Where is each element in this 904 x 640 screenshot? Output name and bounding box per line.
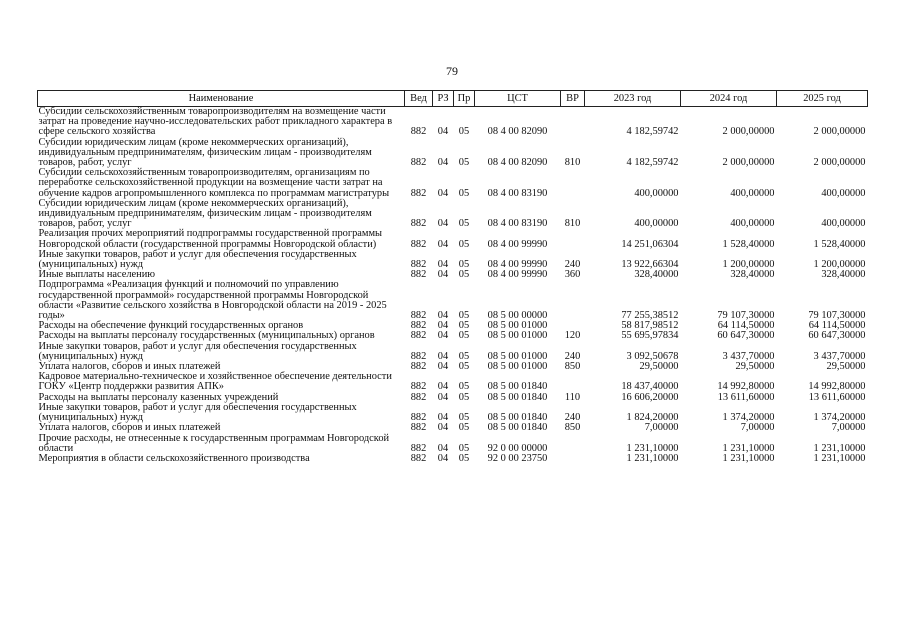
row-cst: 08 4 00 82090 xyxy=(487,157,548,169)
row-pr: 05 xyxy=(458,238,470,250)
row-2023: 1 231,10000 xyxy=(626,452,679,464)
row-2023: 58 817,98512 xyxy=(621,320,679,332)
table-row xyxy=(38,168,868,199)
row-rz: 04 xyxy=(437,269,449,281)
row-vr: 240 xyxy=(564,350,581,362)
row-2025: 64 114,50000 xyxy=(808,320,866,332)
row-cst: 08 5 00 01000 xyxy=(487,330,548,342)
table-header xyxy=(38,91,868,107)
row-ved: 882 xyxy=(410,350,427,362)
row-name: Уплата налогов, сборов и иных платежей xyxy=(38,422,221,434)
table-row xyxy=(38,434,868,454)
row-pr: 05 xyxy=(458,259,470,271)
row-2025: 400,00000 xyxy=(821,187,866,199)
row-rz: 04 xyxy=(437,238,449,250)
row-2023: 3 092,50678 xyxy=(626,350,679,362)
row-pr: 05 xyxy=(458,391,470,403)
row-2024: 1 528,40000 xyxy=(722,238,775,250)
row-name: Реализация прочих мероприятий подпрограммы государственной программы Новгородской области (государственной программы Новгородской области) xyxy=(38,228,383,250)
table-row xyxy=(38,138,868,169)
row-2023: 7,00000 xyxy=(644,422,679,434)
table-body xyxy=(38,107,868,465)
row-2025: 1 374,20000 xyxy=(813,412,866,424)
row-rz: 04 xyxy=(437,259,449,271)
row-2023: 55 695,97834 xyxy=(621,330,679,342)
row-vr xyxy=(561,107,585,138)
row-name: Подпрограмма «Реализация функций и полномочий по управлению государственной программой» государственной программы Новгородской области «Развитие сельского хозяйства в Новгородской области на 2019 - 2025 годы» xyxy=(38,279,387,322)
row-rz: 04 xyxy=(437,412,449,424)
row-cst: 08 5 00 01000 xyxy=(487,361,548,373)
row-2023: 4 182,59742 xyxy=(626,126,679,138)
table-row xyxy=(38,342,868,362)
row-vr xyxy=(561,454,585,464)
row-name: Иные закупки товаров, работ и услуг для обеспечения государственных (муниципальных) нужд xyxy=(38,248,357,271)
row-ved: 882 xyxy=(410,320,427,332)
row-2024: 400,00000 xyxy=(730,187,775,199)
table-row xyxy=(38,107,868,138)
row-ved: 882 xyxy=(410,330,427,342)
row-name: Субсидии сельскохозяйственным товаропроизводителям, организациям по переработке сельскохозяйственной продукции на возмещение части затрат на обучение кадров агропромышленного комплекса по программам магистратуры xyxy=(38,167,390,199)
row-vr: 810 xyxy=(564,218,581,230)
row-cst: 08 5 00 01840 xyxy=(487,422,548,434)
row-2025: 13 611,60000 xyxy=(808,391,866,403)
page-number: 79 xyxy=(446,64,458,78)
row-cst: 08 5 00 01000 xyxy=(487,320,548,332)
row-name: Расходы на выплаты персоналу государственных (муниципальных) органов xyxy=(38,330,375,342)
row-vr: 110 xyxy=(564,391,581,403)
table-row xyxy=(38,372,868,392)
row-ved: 882 xyxy=(410,126,427,138)
row-pr: 05 xyxy=(458,187,470,199)
row-2023: 1 231,10000 xyxy=(626,442,679,454)
row-cst: 08 5 00 01000 xyxy=(487,350,548,362)
row-cst: 08 5 00 01840 xyxy=(487,381,548,393)
table-row xyxy=(38,280,868,321)
table-row xyxy=(38,250,868,270)
row-2024: 60 647,30000 xyxy=(717,330,775,342)
row-2025: 1 231,10000 xyxy=(813,442,866,454)
row-rz: 04 xyxy=(437,187,449,199)
row-ved: 882 xyxy=(410,218,427,230)
row-2023: 4 182,59742 xyxy=(626,157,679,169)
row-2024: 1 200,00000 xyxy=(722,259,775,271)
row-2023: 77 255,38512 xyxy=(621,310,679,322)
row-rz: 04 xyxy=(437,330,449,342)
row-ved: 882 xyxy=(410,452,427,464)
row-pr: 05 xyxy=(458,361,470,373)
row-pr: 05 xyxy=(458,350,470,362)
row-2024: 14 992,80000 xyxy=(717,381,775,393)
row-2025: 1 528,40000 xyxy=(813,238,866,250)
row-rz: 04 xyxy=(437,320,449,332)
row-2024: 1 231,10000 xyxy=(722,442,775,454)
row-2024: 3 437,70000 xyxy=(722,350,775,362)
row-2025: 14 992,80000 xyxy=(808,381,866,393)
row-cst: 92 0 00 23750 xyxy=(487,452,548,464)
row-cst: 08 4 00 99990 xyxy=(487,259,548,271)
row-ved: 882 xyxy=(410,381,427,393)
table-row xyxy=(38,454,868,464)
header-cst: ЦСТ xyxy=(475,91,561,107)
row-ved: 882 xyxy=(410,361,427,373)
row-vr: 850 xyxy=(564,361,581,373)
row-2024: 1 231,10000 xyxy=(722,452,775,464)
row-pr: 05 xyxy=(458,412,470,424)
row-2025: 79 107,30000 xyxy=(808,310,866,322)
row-vr: 850 xyxy=(564,422,581,434)
row-2024: 400,00000 xyxy=(730,218,775,230)
row-pr: 05 xyxy=(458,422,470,434)
row-2025: 400,00000 xyxy=(821,218,866,230)
row-name: Расходы на выплаты персоналу казенных учреждений xyxy=(38,391,279,403)
row-name: Субсидии сельскохозяйственным товаропроизводителям на возмещение части затрат на проведение научно-исследовательских работ прикладного характера в сфере сельского хозяйства xyxy=(38,106,393,138)
row-2023: 14 251,06304 xyxy=(621,238,679,250)
row-vr: 120 xyxy=(564,330,581,342)
row-ved: 882 xyxy=(410,422,427,434)
row-2023: 29,50000 xyxy=(639,361,679,373)
row-2024: 64 114,50000 xyxy=(717,320,775,332)
row-2023: 400,00000 xyxy=(634,187,679,199)
row-2023: 16 606,20000 xyxy=(621,391,679,403)
header-pr: Пр xyxy=(454,91,475,107)
row-2023: 328,40000 xyxy=(634,269,679,281)
row-vr xyxy=(561,372,585,392)
row-2024: 79 107,30000 xyxy=(717,310,775,322)
table-row xyxy=(38,229,868,249)
row-ved: 882 xyxy=(410,238,427,250)
row-name: Иные закупки товаров, работ и услуг для обеспечения государственных (муниципальных) нужд xyxy=(38,401,357,424)
row-ved: 882 xyxy=(410,269,427,281)
row-2025: 2 000,00000 xyxy=(813,126,866,138)
row-2024: 2 000,00000 xyxy=(722,157,775,169)
row-name: Кадровое материально-техническое и хозяйственное обеспечение деятельности ГОКУ «Центр поддержки развития АПК» xyxy=(38,371,392,393)
row-2025: 1 231,10000 xyxy=(813,452,866,464)
row-pr: 05 xyxy=(458,218,470,230)
row-cst: 08 4 00 99990 xyxy=(487,269,548,281)
row-vr: 360 xyxy=(564,269,581,281)
row-name: Субсидии юридическим лицам (кроме некоммерческих организаций), индивидуальным предпринимателям, физическим лицам - производителям товаров, работ, услуг xyxy=(38,136,372,169)
row-name: Иные выплаты населению xyxy=(38,269,156,281)
row-ved: 882 xyxy=(410,310,427,322)
row-rz: 04 xyxy=(437,391,449,403)
row-vr: 240 xyxy=(564,259,581,271)
row-pr: 05 xyxy=(458,452,470,464)
row-name: Иные закупки товаров, работ и услуг для обеспечения государственных (муниципальных) нужд xyxy=(38,340,357,362)
row-2024: 13 611,60000 xyxy=(717,391,775,403)
row-2025: 60 647,30000 xyxy=(808,330,866,342)
row-2025: 7,00000 xyxy=(831,422,866,434)
row-pr: 05 xyxy=(458,320,470,332)
row-cst: 08 5 00 00000 xyxy=(487,310,548,322)
row-pr: 05 xyxy=(458,157,470,169)
row-ved: 882 xyxy=(410,412,427,424)
row-cst: 08 5 00 01840 xyxy=(487,391,548,403)
row-rz: 04 xyxy=(437,361,449,373)
row-2025: 3 437,70000 xyxy=(813,350,866,362)
row-vr xyxy=(561,229,585,249)
row-pr: 05 xyxy=(458,269,470,281)
row-2023: 18 437,40000 xyxy=(621,381,679,393)
row-rz: 04 xyxy=(437,422,449,434)
header-vr: ВР xyxy=(561,91,585,107)
row-ved: 882 xyxy=(410,442,427,454)
row-ved: 882 xyxy=(410,187,427,199)
table-row xyxy=(38,403,868,423)
row-cst: 08 4 00 83190 xyxy=(487,187,548,199)
row-vr: 810 xyxy=(564,157,581,169)
row-rz: 04 xyxy=(437,218,449,230)
row-rz: 04 xyxy=(437,350,449,362)
row-2025: 29,50000 xyxy=(826,361,866,373)
budget-table xyxy=(37,90,868,464)
row-2024: 7,00000 xyxy=(740,422,775,434)
row-vr: 240 xyxy=(564,412,581,424)
row-2023: 1 824,20000 xyxy=(626,412,679,424)
row-rz: 04 xyxy=(437,126,449,138)
row-name: Расходы на обеспечение функций государственных органов xyxy=(38,320,304,332)
header-2025: 2025 год xyxy=(777,91,868,107)
row-2023: 400,00000 xyxy=(634,218,679,230)
row-2024: 29,50000 xyxy=(735,361,775,373)
header-ved: Вед xyxy=(405,91,433,107)
header-2023: 2023 год xyxy=(585,91,681,107)
row-ved: 882 xyxy=(410,157,427,169)
row-pr: 05 xyxy=(458,381,470,393)
row-2023: 13 922,66304 xyxy=(621,259,679,271)
row-rz: 04 xyxy=(437,381,449,393)
row-vr xyxy=(561,434,585,454)
row-name: Уплата налогов, сборов и иных платежей xyxy=(38,361,221,373)
row-ved: 882 xyxy=(410,259,427,271)
table-row xyxy=(38,423,868,433)
row-cst: 92 0 00 00000 xyxy=(487,442,548,454)
row-vr xyxy=(561,168,585,199)
row-cst: 08 4 00 82090 xyxy=(487,126,548,138)
table-row xyxy=(38,199,868,230)
row-2025: 2 000,00000 xyxy=(813,157,866,169)
row-rz: 04 xyxy=(437,157,449,169)
row-2025: 1 200,00000 xyxy=(813,259,866,271)
header-name: Наименование xyxy=(38,91,405,107)
row-name: Мероприятия в области сельскохозяйственного производства xyxy=(38,452,310,464)
header-rz: РЗ xyxy=(433,91,454,107)
row-cst: 08 4 00 99990 xyxy=(487,238,548,250)
row-name: Субсидии юридическим лицам (кроме некоммерческих организаций), индивидуальным предпринимателям, физическим лицам - производителям товаров, работ, услуг xyxy=(38,197,372,230)
row-pr: 05 xyxy=(458,126,470,138)
header-2024: 2024 год xyxy=(681,91,777,107)
row-pr: 05 xyxy=(458,310,470,322)
row-2024: 2 000,00000 xyxy=(722,126,775,138)
row-2024: 1 374,20000 xyxy=(722,412,775,424)
row-2025: 328,40000 xyxy=(821,269,866,281)
row-name: Прочие расходы, не отнесенные к государственным программам Новгородской области xyxy=(38,432,390,454)
row-ved: 882 xyxy=(410,391,427,403)
row-rz: 04 xyxy=(437,442,449,454)
row-rz: 04 xyxy=(437,452,449,464)
row-cst: 08 5 00 01840 xyxy=(487,412,548,424)
row-vr xyxy=(561,280,585,321)
row-2024: 328,40000 xyxy=(730,269,775,281)
row-pr: 05 xyxy=(458,330,470,342)
row-rz: 04 xyxy=(437,310,449,322)
row-pr: 05 xyxy=(458,442,470,454)
row-cst: 08 4 00 83190 xyxy=(487,218,548,230)
